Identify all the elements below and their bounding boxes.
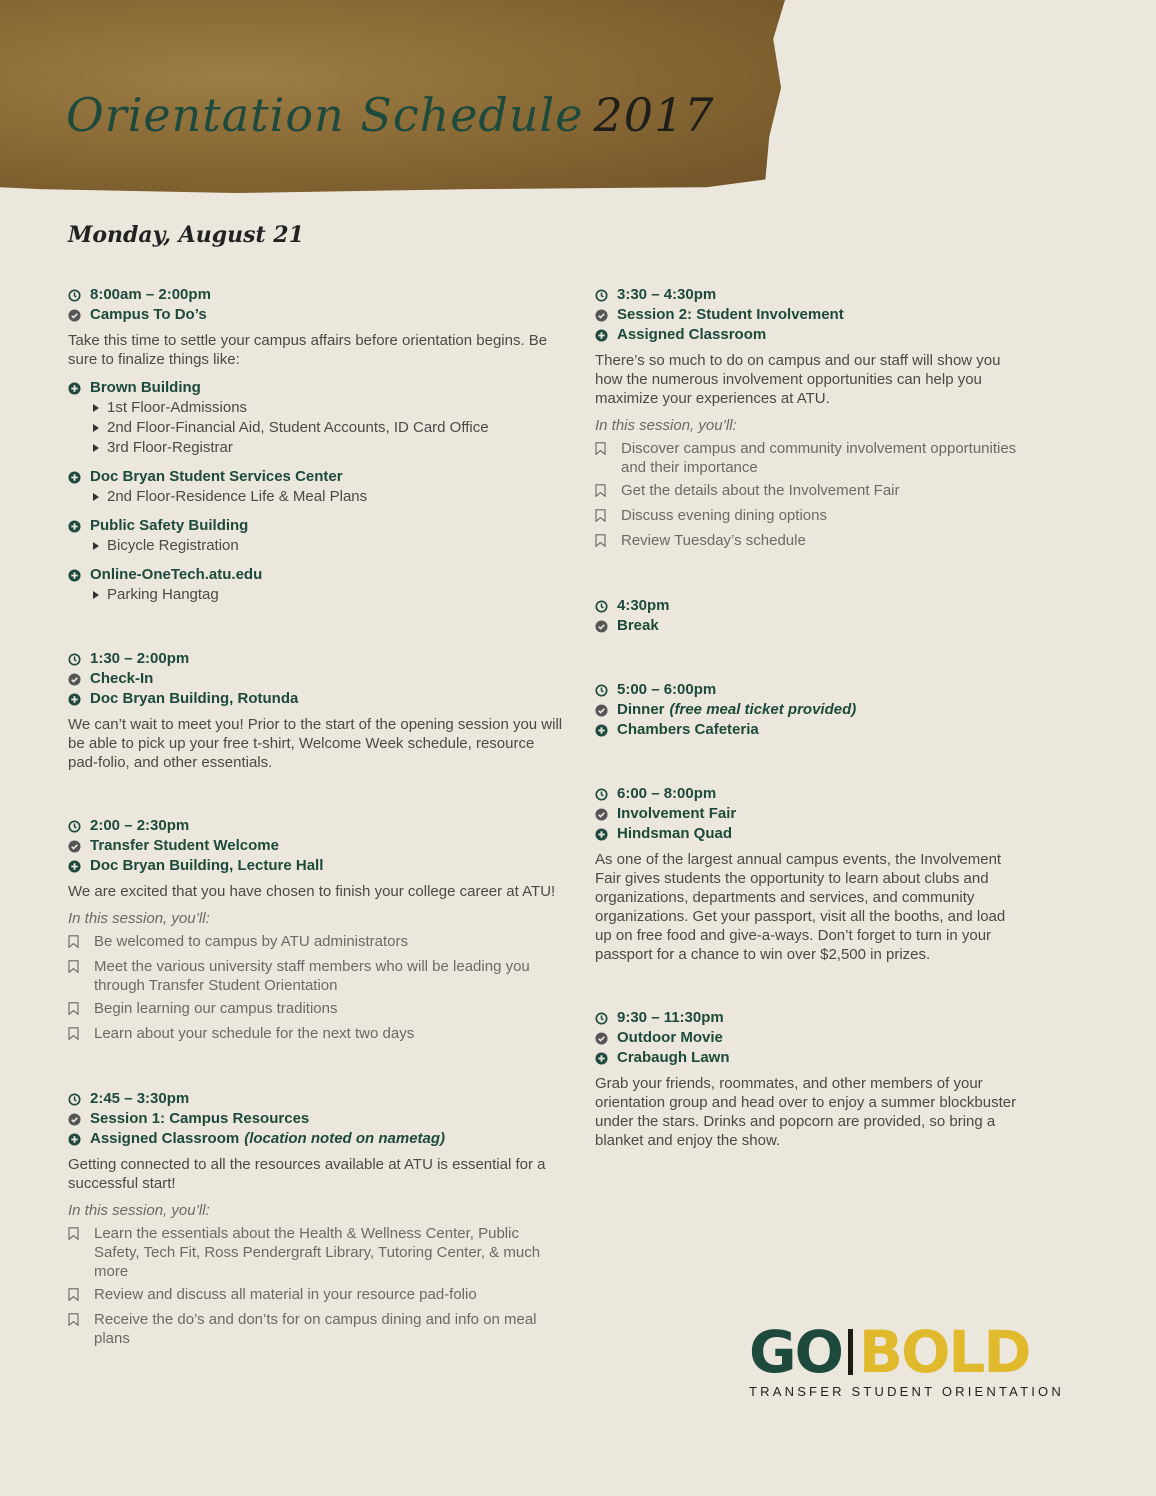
event-location-text: Assigned Classroom	[617, 326, 767, 343]
bookmark-icon	[68, 1310, 94, 1348]
event-title	[68, 836, 563, 856]
check-circle-icon	[68, 840, 90, 853]
event-location-text: Doc Bryan Building, Lecture Hall	[90, 857, 324, 874]
session-item	[68, 1224, 563, 1281]
logo-divider	[848, 1329, 853, 1375]
event-time	[595, 1008, 1025, 1028]
location-group	[68, 516, 563, 556]
session-item	[595, 481, 1025, 502]
event-title-text: Dinner	[617, 701, 665, 718]
event-location-text: Hindsman Quad	[617, 825, 733, 842]
session-item-text: Learn about your schedule for the next two days	[94, 1025, 415, 1042]
location-name-text: Doc Bryan Student Services Center	[90, 468, 343, 485]
logo-go: GO	[749, 1318, 842, 1386]
event-title-text: Transfer Student Welcome	[90, 837, 279, 854]
title-year: 2017	[593, 88, 715, 142]
location-detail-text: 1st Floor-Admissions	[107, 399, 248, 416]
location-name-text: Online-OneTech.atu.edu	[90, 566, 263, 583]
event-time-text: 1:30 – 2:00pm	[90, 650, 190, 667]
session-item-text: Discover campus and community involvement opportunities and their importance	[621, 440, 1017, 476]
event-title	[595, 1028, 1025, 1048]
location-detail	[93, 585, 563, 605]
event-description: We are excited that you have chosen to finish your college career at ATU!	[68, 883, 556, 900]
location-detail	[93, 487, 563, 507]
event-time-text: 8:00am – 2:00pm	[90, 286, 211, 303]
event-location	[68, 1129, 563, 1149]
event-title-text: Check-In	[90, 670, 154, 687]
location-plus-icon	[68, 1133, 90, 1146]
event-time-text: 2:00 – 2:30pm	[90, 817, 190, 834]
schedule-event	[68, 1089, 563, 1348]
location-name	[68, 565, 563, 585]
event-location-note: (location noted on nametag)	[244, 1130, 446, 1147]
event-title-text: Break	[617, 617, 659, 634]
event-title-text: Session 2: Student Involvement	[617, 306, 844, 323]
bookmark-icon	[68, 999, 94, 1020]
event-title-text: Campus To Do’s	[90, 306, 207, 323]
event-title	[595, 616, 1025, 636]
location-plus-icon	[68, 471, 90, 484]
event-location-text: Crabaugh Lawn	[617, 1049, 730, 1066]
triangle-bullet-icon	[93, 404, 107, 412]
bookmark-icon	[595, 506, 621, 527]
event-description: Getting connected to all the resources available at ATU is essential for a successful start!	[68, 1156, 546, 1192]
bookmark-icon	[595, 531, 621, 552]
triangle-bullet-icon	[93, 591, 107, 599]
event-time-text: 5:00 – 6:00pm	[617, 681, 717, 698]
location-name-text: Public Safety Building	[90, 517, 249, 534]
clock-icon	[68, 653, 90, 666]
left-column	[68, 285, 563, 1392]
event-time	[68, 649, 563, 669]
event-location	[595, 325, 1025, 345]
event-location-text: Chambers Cafeteria	[617, 721, 759, 738]
event-time-text: 2:45 – 3:30pm	[90, 1090, 190, 1107]
event-location	[595, 1048, 1025, 1068]
event-description: Grab your friends, roommates, and other members of your orientation group and head over to enjoy a summer blockbuster under the stars. Drinks and popcorn are provided, so bring a blanket and enjoy the show.	[595, 1075, 1017, 1149]
session-item	[68, 932, 563, 953]
session-intro: In this session, you’ll:	[595, 417, 737, 434]
session-item-text: Review and discuss all material in your resource pad-folio	[94, 1286, 477, 1303]
event-time-text: 6:00 – 8:00pm	[617, 785, 717, 802]
location-detail-text: Bicycle Registration	[107, 537, 239, 554]
clock-icon	[68, 289, 90, 302]
session-item	[595, 531, 1025, 552]
session-item-text: Begin learning our campus traditions	[94, 1000, 338, 1017]
event-title-text: Session 1: Campus Resources	[90, 1110, 310, 1127]
location-group	[68, 467, 563, 507]
session-intro: In this session, you’ll:	[68, 910, 210, 927]
event-description: Take this time to settle your campus affairs before orientation begins. Be sure to finalize things like:	[68, 332, 548, 368]
schedule-event	[595, 1008, 1025, 1150]
triangle-bullet-icon	[93, 493, 107, 501]
check-circle-icon	[595, 808, 617, 821]
schedule-event	[595, 285, 1025, 552]
title-text: Orientation Schedule	[66, 88, 584, 142]
location-plus-icon	[68, 382, 90, 395]
session-item-text: Review Tuesday’s schedule	[621, 532, 806, 549]
bookmark-icon	[68, 957, 94, 995]
location-plus-icon	[595, 329, 617, 342]
session-item	[68, 1024, 563, 1045]
session-item	[68, 957, 563, 995]
bookmark-icon	[68, 1285, 94, 1306]
event-location-text: Assigned Classroom	[90, 1130, 240, 1147]
schedule-event	[595, 680, 1025, 740]
event-time	[68, 285, 563, 305]
schedule-event	[595, 596, 1025, 636]
event-title-text: Involvement Fair	[617, 805, 737, 822]
bookmark-icon	[68, 932, 94, 953]
schedule-event	[68, 285, 563, 605]
schedule-date: Monday, August 21	[68, 222, 304, 248]
event-title	[68, 669, 563, 689]
location-name-text: Brown Building	[90, 379, 201, 396]
location-detail	[93, 438, 563, 458]
event-time	[68, 1089, 563, 1109]
location-group	[68, 378, 563, 458]
event-title-text: Outdoor Movie	[617, 1029, 723, 1046]
clock-icon	[595, 289, 617, 302]
session-item	[595, 439, 1025, 477]
triangle-bullet-icon	[93, 424, 107, 432]
location-group	[68, 565, 563, 605]
location-name	[68, 467, 563, 487]
clock-icon	[68, 1093, 90, 1106]
event-time-text: 4:30pm	[617, 597, 670, 614]
location-name	[68, 378, 563, 398]
clock-icon	[595, 788, 617, 801]
event-location	[68, 856, 563, 876]
event-title-note: (free meal ticket provided)	[669, 701, 857, 718]
session-item	[68, 999, 563, 1020]
event-description: There’s so much to do on campus and our staff will show you how the numerous involvement opportunities can help you maximize your experiences at ATU.	[595, 352, 1001, 407]
check-circle-icon	[595, 704, 617, 717]
event-title	[595, 700, 1025, 720]
triangle-bullet-icon	[93, 444, 107, 452]
triangle-bullet-icon	[93, 542, 107, 550]
session-item	[68, 1285, 563, 1306]
location-plus-icon	[68, 569, 90, 582]
event-time	[595, 680, 1025, 700]
location-detail	[93, 418, 563, 438]
schedule-event	[68, 649, 563, 772]
bookmark-icon	[595, 481, 621, 502]
location-plus-icon	[68, 520, 90, 533]
check-circle-icon	[68, 309, 90, 322]
location-detail-text: Parking Hangtag	[107, 586, 219, 603]
schedule-event	[595, 784, 1025, 964]
event-location	[595, 720, 1025, 740]
event-location	[68, 689, 563, 709]
check-circle-icon	[68, 673, 90, 686]
location-plus-icon	[68, 860, 90, 873]
clock-icon	[595, 600, 617, 613]
event-description: As one of the largest annual campus events, the Involvement Fair gives students the opportunity to learn about clubs and organizations, departments and services, and community organizations. Get your passport, visit all the booths, and load up on free food and give-a-ways. Don’t forget to turn in your passport for a chance to win over $2,500 in prizes.	[595, 851, 1006, 963]
check-circle-icon	[595, 309, 617, 322]
location-detail	[93, 398, 563, 418]
session-item-text: Get the details about the Involvement Fair	[621, 482, 900, 499]
session-item-text: Meet the various university staff members who will be leading you through Transfer Student Orientation	[94, 958, 530, 994]
location-detail-text: 2nd Floor-Financial Aid, Student Accounts, ID Card Office	[107, 419, 489, 436]
clock-icon	[68, 820, 90, 833]
bookmark-icon	[68, 1024, 94, 1045]
event-title	[68, 305, 563, 325]
event-title	[68, 1109, 563, 1129]
session-item-text: Be welcomed to campus by ATU administrators	[94, 933, 409, 950]
right-column	[595, 285, 1025, 1194]
location-plus-icon	[595, 828, 617, 841]
location-detail	[93, 536, 563, 556]
clock-icon	[595, 684, 617, 697]
event-location-text: Doc Bryan Building, Rotunda	[90, 690, 299, 707]
event-time-text: 3:30 – 4:30pm	[617, 286, 717, 303]
page-title	[66, 88, 715, 142]
clock-icon	[595, 1012, 617, 1025]
session-item-text: Discuss evening dining options	[621, 507, 827, 524]
session-item	[68, 1310, 563, 1348]
check-circle-icon	[595, 620, 617, 633]
location-detail-text: 2nd Floor-Residence Life & Meal Plans	[107, 488, 368, 505]
location-name	[68, 516, 563, 536]
event-description: We can’t wait to meet you! Prior to the start of the opening session you will be able to pick up your free t-shirt, Welcome Week schedule, resource pad-folio, and other essentials.	[68, 716, 563, 771]
location-detail-text: 3rd Floor-Registrar	[107, 439, 233, 456]
logo-tagline: TRANSFER STUDENT ORIENTATION	[749, 1384, 1064, 1399]
session-item-text: Learn the essentials about the Health & Wellness Center, Public Safety, Tech Fit, Ross Pendergraft Library, Tutoring Center, & much more	[94, 1225, 541, 1280]
session-intro: In this session, you’ll:	[68, 1202, 210, 1219]
event-time	[68, 816, 563, 836]
event-title	[595, 804, 1025, 824]
event-time	[595, 596, 1025, 616]
session-item	[595, 506, 1025, 527]
location-plus-icon	[68, 693, 90, 706]
schedule-event	[68, 816, 563, 1045]
event-location	[595, 824, 1025, 844]
bookmark-icon	[595, 439, 621, 477]
logo-bold: BOLD	[858, 1318, 1030, 1386]
check-circle-icon	[595, 1032, 617, 1045]
event-title	[595, 305, 1025, 325]
event-time-text: 9:30 – 11:30pm	[617, 1009, 724, 1026]
go-bold-logo	[749, 1318, 1064, 1399]
location-plus-icon	[595, 1052, 617, 1065]
bookmark-icon	[68, 1224, 94, 1281]
check-circle-icon	[68, 1113, 90, 1126]
event-time	[595, 285, 1025, 305]
location-plus-icon	[595, 724, 617, 737]
session-item-text: Receive the do’s and don’ts for on campus dining and info on meal plans	[94, 1311, 537, 1347]
event-time	[595, 784, 1025, 804]
